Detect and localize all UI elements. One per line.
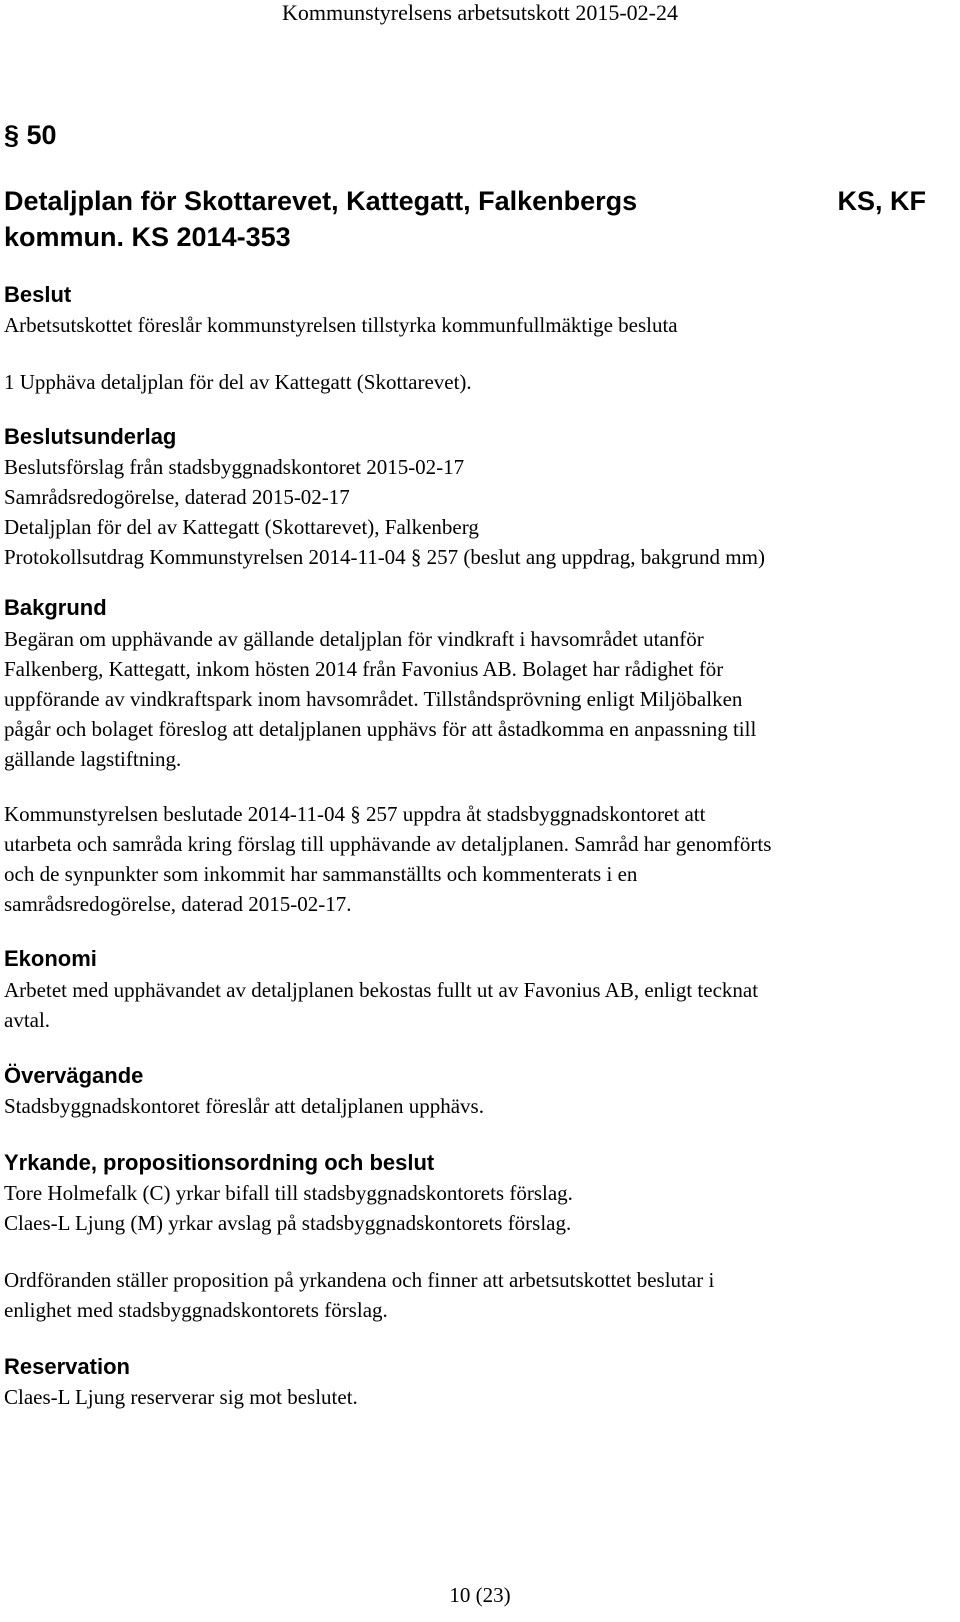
beslut-item: 1 Upphäva detaljplan för del av Kattegatt (Skottarevet). [4, 370, 472, 394]
matter-bodies: KS, KF [837, 186, 926, 216]
bakgrund-line: uppförande av vindkraftspark inom havsområdet. Tillståndsprövning enligt Miljöbalken [4, 687, 743, 711]
bakgrund-line: samrådsredogörelse, daterad 2015-02-17. [4, 892, 352, 916]
beslutsunderlag-list [4, 452, 765, 572]
bakgrund-line: gällande lagstiftning. [4, 747, 182, 771]
proposition-line: enlighet med stadsbyggnadskontorets förslag. [4, 1298, 388, 1322]
bakgrund-line: utarbeta och samråda kring förslag till upphävande av detaljplanen. Samråd har genomförts [4, 832, 772, 856]
section-heading-ekonomi: Ekonomi [4, 946, 97, 971]
header-title: Kommunstyrelsens arbetsutskott 2015-02-24 [282, 0, 678, 25]
bakgrund-line: pågår och bolaget föreslog att detaljplanen upphävs för att åstadkomma en anpassning till [4, 717, 757, 741]
page-number-label: 10 (23) [449, 1583, 511, 1607]
page-number [0, 1580, 960, 1610]
proposition-text [4, 1265, 714, 1325]
document-header [0, 0, 960, 26]
bakgrund-line: Kommunstyrelsen beslutade 2014-11-04 § 257 uppdra åt stadsbyggnadskontoret att [4, 802, 706, 826]
section-heading-bakgrund: Bakgrund [4, 595, 107, 620]
section-heading-yrkande: Yrkande, propositionsordning och beslut [4, 1150, 435, 1175]
matter-title [4, 183, 637, 255]
matter-title-line: kommun. KS 2014-353 [4, 222, 291, 252]
bakgrund-line: Falkenberg, Kattegatt, inkom hösten 2014 från Favonius AB. Bolaget har rådighet för [4, 657, 724, 681]
paragraph-number: § 50 [4, 120, 57, 150]
beslutsunderlag-item: Samrådsredogörelse, daterad 2015-02-17 [4, 485, 350, 509]
reservation-text: Claes-L Ljung reserverar sig mot beslutet. [4, 1385, 358, 1409]
beslutsunderlag-item: Protokollsutdrag Kommunstyrelsen 2014-11-04 § 257 (beslut ang uppdrag, bakgrund mm) [4, 545, 765, 569]
section-heading-beslut: Beslut [4, 282, 72, 307]
proposition-line: Ordföranden ställer proposition på yrkandena och finner att arbetsutskottet beslutar i [4, 1268, 715, 1292]
matter-title-line: Detaljplan för Skottarevet, Kattegatt, Falkenbergs [4, 186, 638, 216]
ekonomi-text [4, 975, 758, 1035]
beslut-text: Arbetsutskottet föreslår kommunstyrelsen tillstyrka kommunfullmäktige besluta [4, 313, 678, 337]
overvagande-text: Stadsbyggnadskontoret föreslår att detaljplanen upphävs. [4, 1094, 484, 1118]
ekonomi-line: avtal. [4, 1008, 51, 1032]
yrkande-list [4, 1178, 573, 1238]
yrkande-line: Tore Holmefalk (C) yrkar bifall till stadsbyggnadskontorets förslag. [4, 1181, 573, 1205]
bakgrund-line: och de synpunkter som inkommit har sammanställts och kommenterats i en [4, 862, 638, 886]
beslutsunderlag-item: Detaljplan för del av Kattegatt (Skottarevet), Falkenberg [4, 515, 479, 539]
beslutsunderlag-item: Beslutsförslag från stadsbyggnadskontoret 2015-02-17 [4, 455, 465, 479]
bakgrund-paragraph-1 [4, 624, 756, 774]
ekonomi-line: Arbetet med upphävandet av detaljplanen bekostas fullt ut av Favonius AB, enligt tecknat [4, 978, 759, 1002]
yrkande-line: Claes-L Ljung (M) yrkar avslag på stadsbyggnadskontorets förslag. [4, 1211, 572, 1235]
bakgrund-line: Begäran om upphävande av gällande detaljplan för vindkraft i havsområdet utanför [4, 627, 704, 651]
section-heading-beslutsunderlag: Beslutsunderlag [4, 424, 177, 449]
bakgrund-paragraph-2 [4, 799, 771, 919]
section-heading-overvagande: Övervägande [4, 1063, 144, 1088]
section-heading-reservation: Reservation [4, 1354, 130, 1379]
